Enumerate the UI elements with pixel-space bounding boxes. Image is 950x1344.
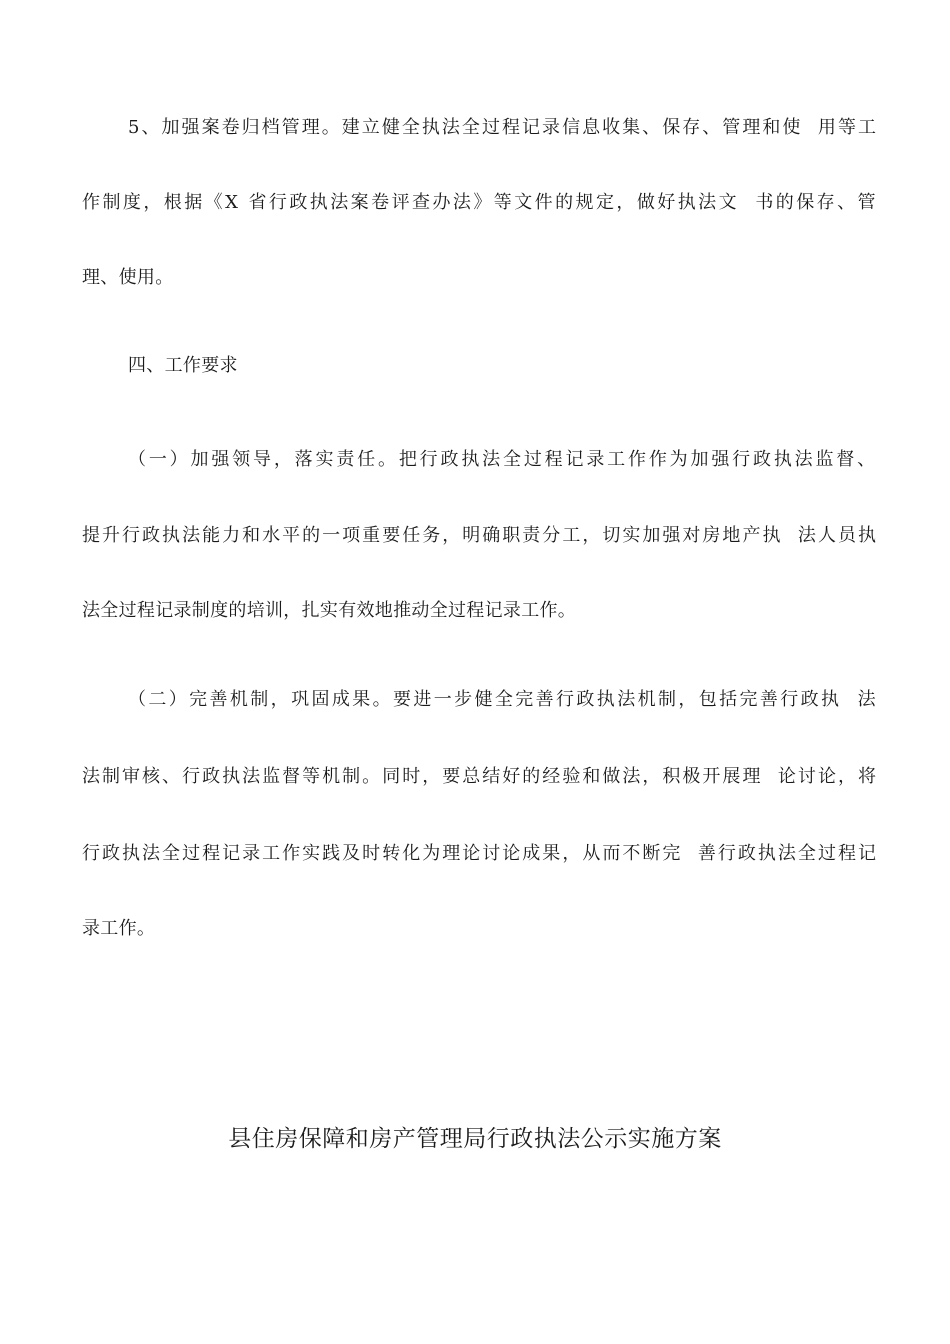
item-one-line-2: 提升行政执法能力和水平的一项重要任务，明确职责分工，切实加强对房地产执 法人员执 bbox=[82, 525, 878, 546]
section-heading: 四、工作要求 bbox=[128, 355, 238, 376]
item-one-line-3: 法全过程记录制度的培训，扎实有效地推动全过程记录工作。 bbox=[82, 600, 577, 621]
item-two-line-1: （二）完善机制，巩固成果。要进一步健全完善行政执法机制，包括完善行政执 法 bbox=[128, 689, 878, 710]
item-two-line-3: 行政执法全过程记录工作实践及时转化为理论讨论成果，从而不断完 善行政执法全过程记 bbox=[82, 843, 878, 864]
paragraph-5-line-1: 5、加强案卷归档管理。建立健全执法全过程记录信息收集、保存、管理和使 用等工 bbox=[128, 117, 878, 138]
item-one-line-1: （一）加强领导，落实责任。把行政执法全过程记录工作作为加强行政执法监督、 bbox=[128, 449, 878, 470]
paragraph-5-line-2: 作制度，根据《X 省行政执法案卷评查办法》等文件的规定，做好执法文 书的保存、管 bbox=[82, 192, 878, 213]
item-two-line-4: 录工作。 bbox=[82, 918, 156, 939]
item-two-line-2: 法制审核、行政执法监督等机制。同时，要总结好的经验和做法，积极开展理 论讨论，将 bbox=[82, 766, 878, 787]
paragraph-5-line-3: 理、使用。 bbox=[82, 267, 174, 288]
document-title: 县住房保障和房产管理局行政执法公示实施方案 bbox=[228, 1126, 722, 1152]
